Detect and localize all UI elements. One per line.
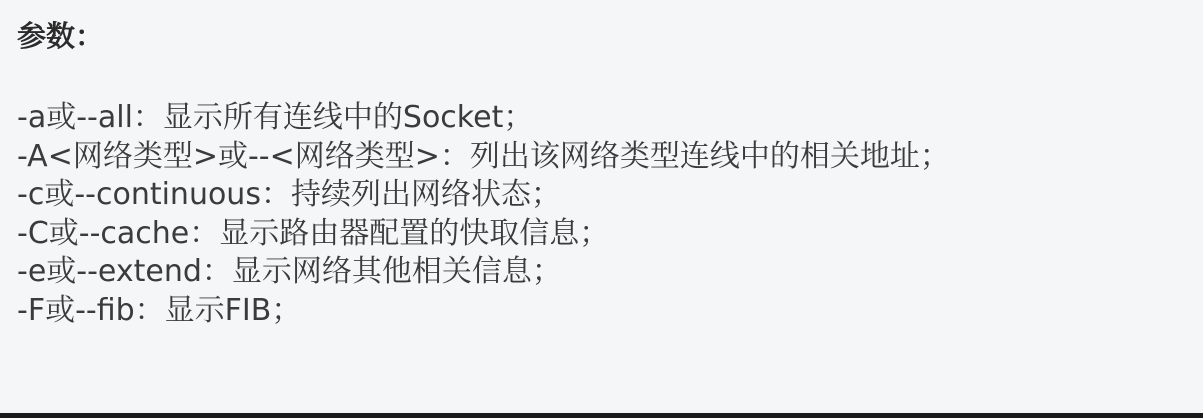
bottom-edge bbox=[0, 413, 1203, 418]
param-all: -a或--all：显示所有连线中的Socket； bbox=[17, 100, 534, 135]
param-extend: -e或--extend：显示网络其他相关信息； bbox=[17, 254, 562, 289]
section-heading: 参数： bbox=[17, 19, 105, 53]
param-cache: -C或--cache：显示路由器配置的快取信息； bbox=[17, 215, 610, 251]
parameter-list bbox=[17, 99, 950, 330]
param-continuous: -c或--continuous：持续列出网络状态； bbox=[17, 177, 561, 212]
param-fib: -F或--fib：显示FIB； bbox=[17, 292, 302, 328]
param-address-family: -A<网络类型>或--<网络类型>：列出该网络类型连线中的相关地址； bbox=[17, 138, 950, 174]
